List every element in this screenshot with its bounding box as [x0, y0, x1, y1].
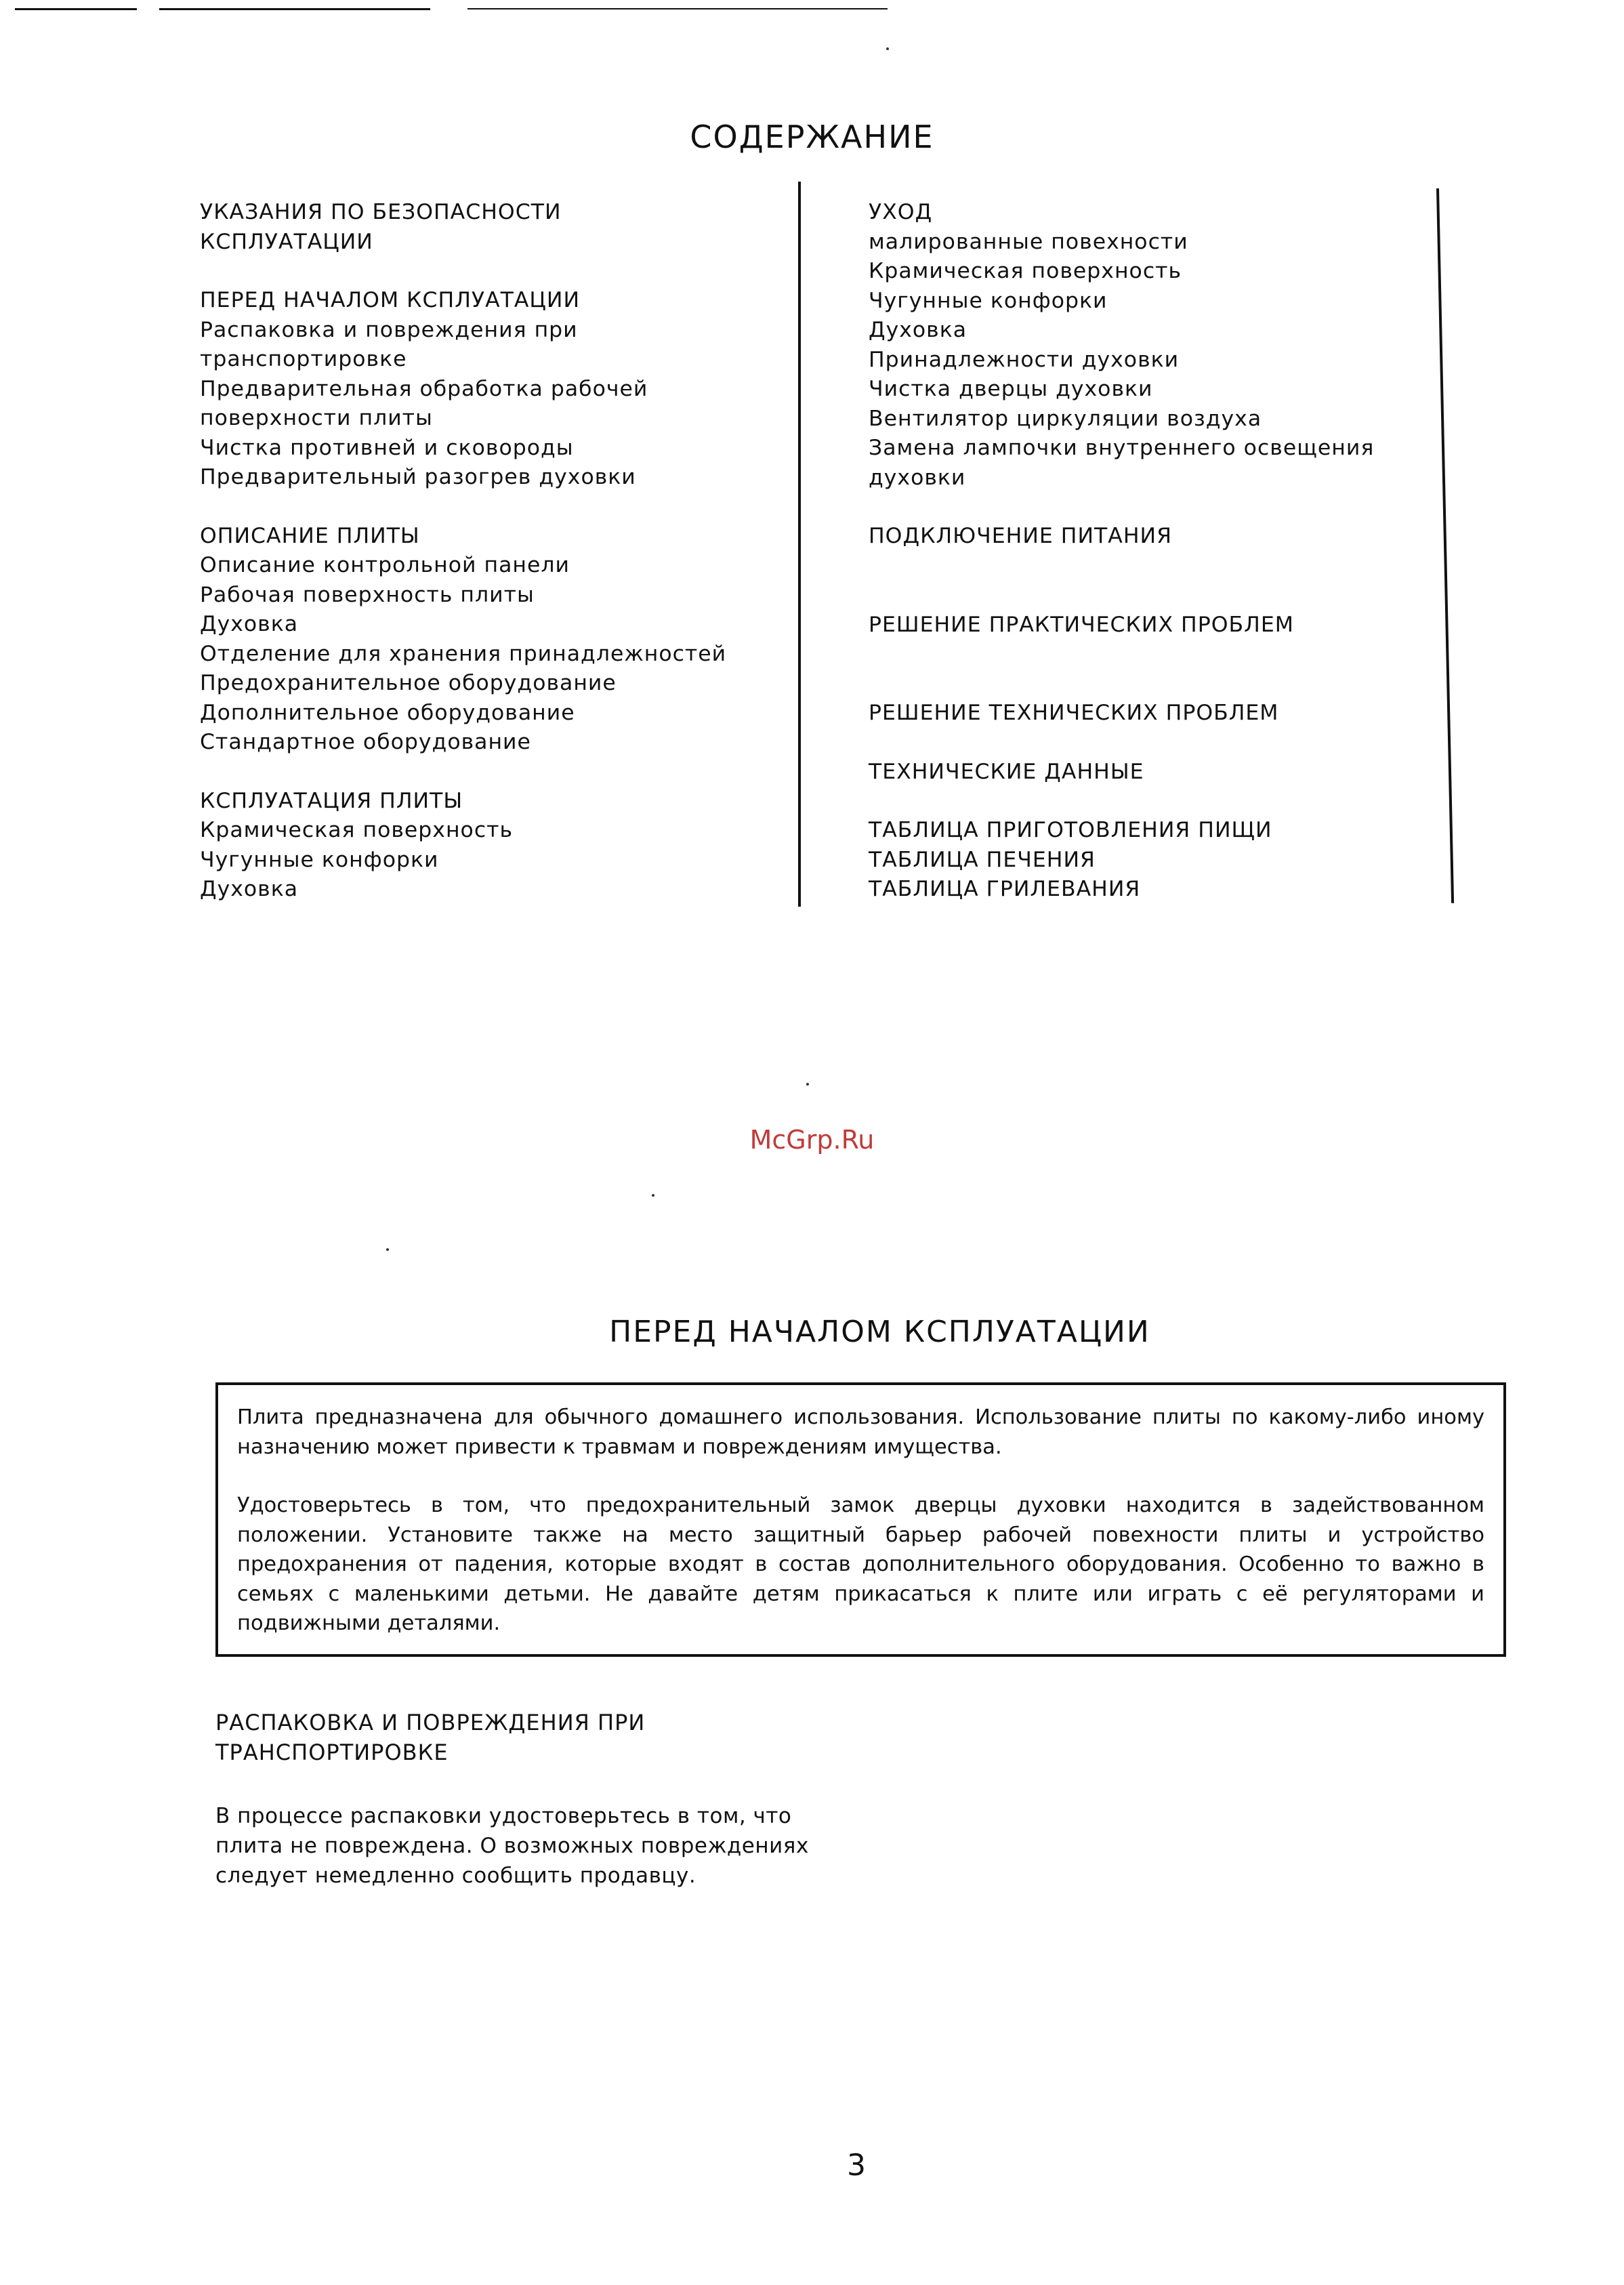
toc-heading-table: ТАБЛИЦА ГРИЛЕВАНИЯ	[869, 877, 1141, 901]
toc-item: Вентилятор циркуляции воздуха	[869, 406, 1262, 431]
subsection-title-line: ТРАНСПОРТИРОВКЕ	[215, 1740, 449, 1765]
toc-item: Духовка	[200, 612, 299, 636]
toc-left-column	[200, 198, 726, 934]
scan-speck	[886, 47, 889, 50]
toc-item: Замена лампочки внутреннего освещения	[869, 436, 1375, 460]
toc-item: Духовка	[200, 877, 299, 901]
section-title: ПЕРЕД НАЧАЛОМ КСПЛУАТАЦИИ	[609, 1315, 1150, 1349]
toc-heading: КСПЛУАТАЦИИ	[200, 229, 373, 254]
toc-group-description	[200, 522, 726, 758]
toc-item: поверхности плиты	[200, 406, 433, 430]
toc-heading-table: ТАБЛИЦА ПРИГОТОВЛЕНИЯ ПИЩИ	[869, 818, 1272, 842]
toc-heading: УХОД	[869, 200, 933, 224]
toc-heading-power: ПОДКЛЮЧЕНИЕ ПИТАНИЯ	[869, 524, 1172, 548]
toc-item: Описание контрольной панели	[200, 553, 570, 577]
notice-box	[215, 1382, 1506, 1657]
toc-item: Чугунные конфорки	[200, 847, 439, 872]
toc-item: малированные повехности	[869, 229, 1188, 254]
subsection-title-line: РАСПАКОВКА И ПОВРЕЖДЕНИЯ ПРИ	[215, 1710, 646, 1735]
toc-item: транспортировке	[200, 347, 407, 371]
scan-speck	[386, 1248, 389, 1251]
toc-heading: ОПИСАНИЕ ПЛИТЫ	[200, 523, 420, 548]
page-number: 3	[847, 2148, 866, 2183]
scan-edge-line	[159, 8, 430, 10]
toc-item: Крамическая поверхность	[200, 818, 514, 842]
notice-paragraph: Удостоверьтесь в том, что предохранительный замок дверцы духовки находится в задействованном положении. Установите также на место защитный барьер рабочей повехности плиты и устройство предохранения от падения, которые входят в состав дополнительного оборудования. Особенно то важно в семьях с маленькими детьми. Не давайте детям прикасаться к плите или играть с её регуляторами и подвижными деталями.	[237, 1494, 1484, 1635]
toc-heading-technical: РЕШЕНИЕ ТЕХНИЧЕСКИХ ПРОБЛЕМ	[869, 701, 1279, 725]
toc-group-safety	[200, 198, 726, 257]
toc-item: духовки	[869, 465, 966, 490]
toc-heading-tech-data: ТЕХНИЧЕСКИЕ ДАННЫЕ	[869, 759, 1144, 784]
toc-item: Рабочая поверхность плиты	[200, 582, 535, 607]
subsection-body: В процессе распаковки удостоверьтесь в том, что плита не повреждена. О возможных повреждениях следует немедленно сообщить продавцу.	[215, 1804, 809, 1888]
toc-item: Предохранительное оборудование	[200, 671, 617, 695]
subsection-title	[215, 1708, 645, 1767]
scan-edge-line	[467, 8, 888, 9]
scan-edge-line	[15, 8, 137, 10]
watermark: McGrp.Ru	[749, 1125, 875, 1155]
toc-item: Чугунные конфорки	[869, 288, 1108, 313]
toc-heading-table: ТАБЛИЦА ПЕЧЕНИЯ	[869, 847, 1096, 872]
toc-group-care	[869, 198, 1374, 493]
toc-heading: ПЕРЕД НАЧАЛОМ КСПЛУАТАЦИИ	[200, 288, 581, 312]
toc-item: Предварительный разогрев духовки	[200, 465, 636, 489]
toc-heading-practical: РЕШЕНИЕ ПРАКТИЧЕСКИХ ПРОБЛЕМ	[869, 612, 1294, 637]
toc-right-column	[869, 198, 1374, 905]
toc-item: Дополнительное оборудование	[200, 700, 575, 725]
toc-title: СОДЕРЖАНИЕ	[690, 119, 934, 155]
toc-item: Духовка	[869, 318, 967, 342]
toc-group-operation	[200, 787, 726, 905]
toc-heading: КСПЛУАТАЦИЯ ПЛИТЫ	[200, 788, 463, 813]
toc-item: Стандартное оборудование	[200, 730, 531, 754]
toc-heading: УКАЗАНИЯ ПО БЕЗОПАСНОСТИ	[200, 200, 562, 224]
scan-speck	[806, 1083, 809, 1086]
toc-item: Отделение для хранения принадлежностей	[200, 641, 727, 666]
toc-item: Предварительная обработка рабочей	[200, 376, 648, 401]
toc-item: Крамическая поверхность	[869, 259, 1182, 283]
toc-item: Распаковка и повреждения при	[200, 317, 578, 342]
toc-item: Чистка дверцы духовки	[869, 377, 1153, 401]
toc-item: Чистка противней и сковороды	[200, 435, 574, 460]
toc-group-before-use	[200, 286, 726, 493]
toc-right-border-line	[1436, 188, 1454, 903]
scan-speck	[652, 1194, 654, 1197]
toc-divider-line	[798, 182, 801, 907]
toc-item: Принадлежности духовки	[869, 347, 1180, 372]
notice-paragraph: Плита предназначена для обычного домашнего использования. Использование плиты по какому-либо иному назначению может привести к травмам и повреждениям имущества.	[237, 1405, 1484, 1459]
